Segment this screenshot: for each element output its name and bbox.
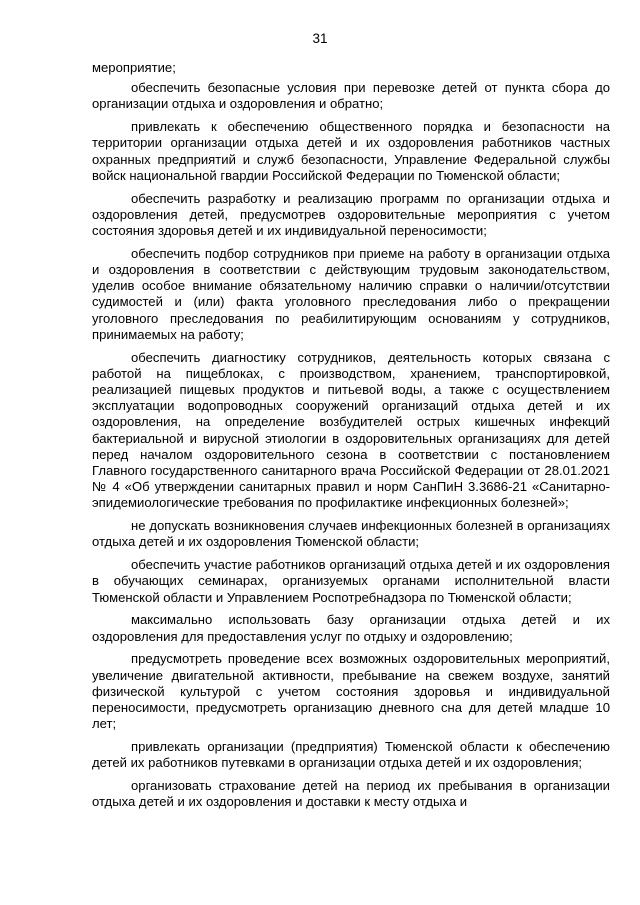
- document-body: [92, 60, 610, 817]
- paragraph-1: мероприятие;: [92, 60, 176, 75]
- paragraph-12: организовать страхование детей на период их пребывания в организации отдыха детей и их оздоровления и доставки к месту отдыха и: [92, 778, 610, 810]
- page-number: 31: [312, 31, 328, 46]
- paragraph-8: обеспечить участие работников организаций отдыха детей и их оздоровления в обучающих семинарах, организуемых органами исполнительной власти Тюменской области и Управлением Роспотребнадзора по Тюменской области;: [92, 557, 610, 605]
- paragraph-5: обеспечить подбор сотрудников при приеме на работу в организации отдыха и оздоровления в соответствии с действующим трудовым законодательством, уделив особое внимание обязательному наличию справки о наличии/отсутствии судимостей и (или) факта уголовного преследования либо о прекращении уголовного преследования по реабилитирующим основаниям у сотрудников, принимаемых на работу;: [92, 245, 610, 342]
- paragraph-11: привлекать организации (предприятия) Тюменской области к обеспечению детей их работников путевками в организации отдыха детей и их оздоровления;: [92, 739, 610, 771]
- paragraph-7: не допускать возникновения случаев инфекционных болезней в организациях отдыха детей и их оздоровления Тюменской области;: [92, 518, 610, 550]
- paragraph-9: максимально использовать базу организации отдыха детей и их оздоровления для предоставления услуг по отдыху и оздоровлению;: [92, 612, 610, 644]
- paragraph-10: предусмотреть проведение всех возможных оздоровительных мероприятий, увеличение двигательной активности, пребывание на свежем воздухе, занятий физической культурой с учетом состояния здоровья и индивидуальной переносимости, предусмотреть организацию дневного сна для детей младше 10 лет;: [92, 651, 610, 732]
- paragraph-2: обеспечить безопасные условия при перевозке детей от пункта сбора до организации отдыха и оздоровления и обратно;: [92, 80, 610, 112]
- paragraph-6: обеспечить диагностику сотрудников, деятельность которых связана с работой на пищеблоках, с производством, хранением, транспортировкой, реализацией пищевых продуктов и питьевой воды, а также с осуществлением эксплуатации водопроводных сооружений организаций отдыха детей и их оздоровления, на определение возбудителей острых кишечных инфекций бактериальной и вирусной этиологии в оздоровительных организациях для детей перед началом оздоровительного сезона в соответствии с постановлением Главного государственного санитарного врача Российской Федерации от 28.01.2021 № 4 «Об утверждении санитарных правил и норм СанПиН 3.3686-21 «Санитарно-эпидемиологические требования по профилактике инфекционных болезней»;: [92, 349, 610, 511]
- paragraph-4: обеспечить разработку и реализацию программ по организации отдыха и оздоровления детей, предусмотрев оздоровительные мероприятия с учетом состояния здоровья детей и их индивидуальной переносимости;: [92, 190, 610, 239]
- paragraph-3: привлекать к обеспечению общественного порядка и безопасности на территории организации отдыха детей и их оздоровления работников частных охранных предприятий и служб безопасности, Управление Федеральной службы войск национальной гвардии Российской Федерации по Тюменской области;: [92, 119, 610, 183]
